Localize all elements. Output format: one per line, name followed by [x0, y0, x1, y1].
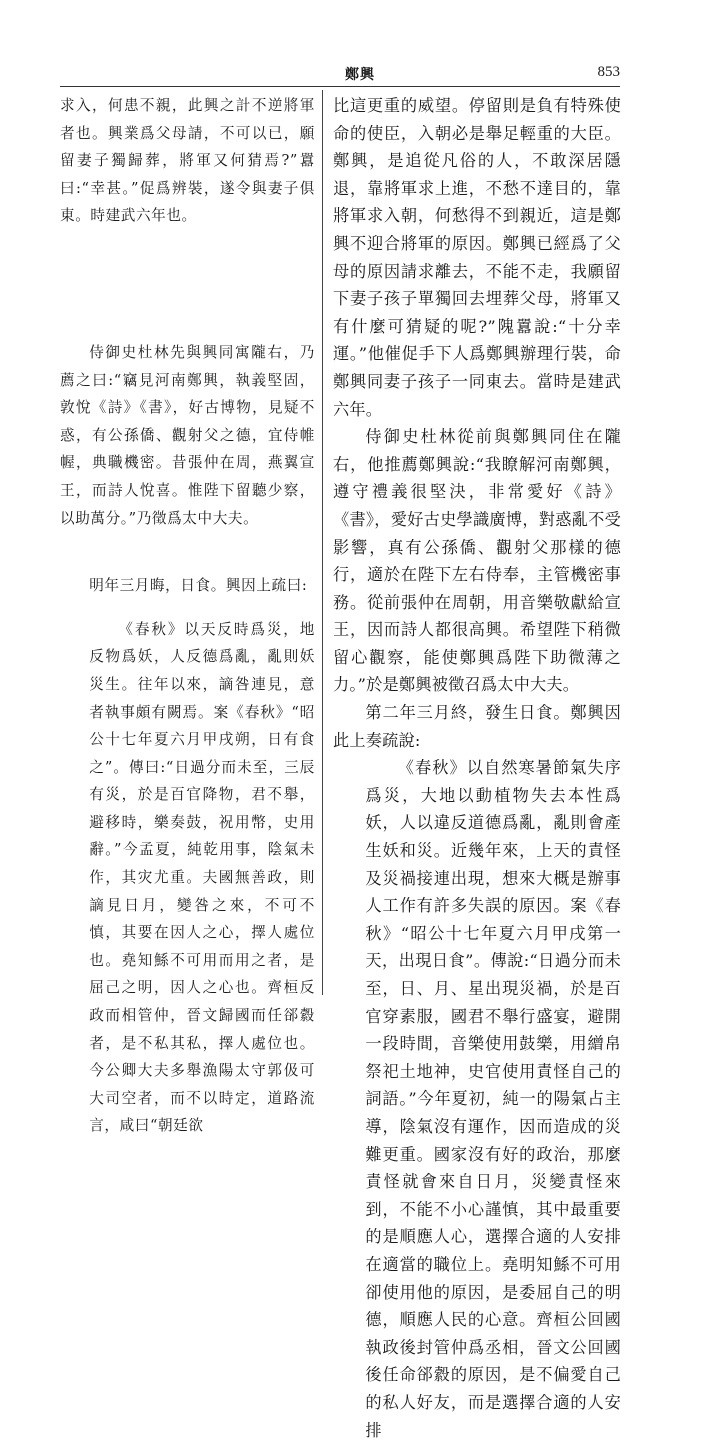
- left-paragraph-2: 侍御史杜林先與興同寓隴右，乃薦之曰:“竊見河南鄭興，執義堅固，敦悅《詩》《書》，好古博物，見疑不惑，有公孫僑、觀射父之德，宜侍帷幄，典職機密。昔張仲在周，燕翼宣王，而詩人悅喜。惟陛下留聽少察，以助萬分。”乃徵爲太中大夫。: [60, 343, 315, 527]
- right-paragraph-3: 第二年三月終，發生日食。鄭興因此上奏疏說:: [333, 703, 621, 750]
- right-paragraph-1: 比這更重的威望。停留則是負有特殊使命的使臣，入朝必是舉足輕重的大臣。鄭興，是追從凡俗的人，不敢深居隱退，靠將軍求上進，不愁不達目的，靠將軍求入朝，何愁得不到親近，這是鄭興不迎合將軍的原因。鄭興已經爲了父母的原因請求離去，不能不走，我願留下妻子孩子單獨回去埋葬父母，將軍又有什麼可猜疑的呢?”隗囂說:“十分幸運。”他催促手下人爲鄭興辦理行裝，命鄭興同妻子孩子一同東去。當時是建武六年。: [333, 96, 621, 419]
- running-title: 鄭興: [345, 67, 375, 83]
- column-divider: [322, 90, 323, 995]
- left-paragraph-1: 求入，何患不親，此興之計不逆將軍者也。興業爲父母請，不可以已，願留妻子獨歸葬，將軍又何猜焉?”囂曰:“幸甚。”促爲辨裝，遂令與妻子俱東。時建武六年也。: [60, 97, 315, 225]
- left-paragraph-3: 明年三月晦，日食。興因上疏曰:: [89, 577, 308, 595]
- spacer: [60, 600, 315, 616]
- right-column-translation: [333, 92, 621, 1440]
- page-header: [60, 64, 620, 86]
- spacer: [60, 230, 315, 339]
- right-memorial-quote: 《春秋》以自然寒暑節氣失序爲災，大地以動植物失去本性爲妖，人以違反道德爲亂，亂則會產生妖和災。近幾年來，上天的責怪及災禍接連出現，想來大概是辦事人工作有許多失誤的原因。案《春秋》“昭公十七年夏六月甲戌第一天，出現日食”。傳說:“日過分而未至，日、月、星出現災禍，於是百官穿素服，國君不舉行盛宴，避開一段時間，音樂使用鼓樂，用繒帛祭祀土地神，史官使用責怪自己的詞語。”今年夏初，純一的陽氣占主導，陰氣沒有運作，因而造成的災難更重。國家沒有好的政治，那麼責怪就會來自日月，災變責怪來到，不能不小心謹慎，其中最重要的是順應人心，選擇合適的人安排在適當的職位上。堯明知鯀不可用卻使用他的原因，是委屈自己的明德，順應人民的心意。齊桓公回國執政後封管仲爲丞相，晉文公回國後任命郤縠的原因，是不偏愛自己的私人好友，而是選擇合適的人安排: [365, 758, 621, 1440]
- left-column-classical-text: [60, 92, 315, 1135]
- right-paragraph-2: 侍御史杜林從前與鄭興同住在隴右，他推薦鄭興說:“我瞭解河南鄭興，遵守禮義很堅決，非常愛好《詩》《書》，愛好古史學識廣博，對惑亂不受影響，真有公孫僑、觀射父那樣的德行，適於在陛下左右侍奉，主管機密事務。從前張仲在周朝，用音樂敬獻給宣王，因而詩人都很高興。希望陛下稍微留心觀察，能使鄭興爲陛下助微薄之力。”於是鄭興被徵召爲太中大夫。: [333, 427, 621, 695]
- header-rule: [60, 86, 620, 87]
- page-number: 853: [597, 64, 620, 80]
- spacer: [60, 532, 315, 572]
- left-memorial-quote: 《春秋》以天反時爲災，地反物爲妖，人反德爲亂，亂則妖災生。往年以來，謫咎連見，意者執事頗有闕焉。案《春秋》“昭公十七年夏六月甲戌朔，日有食之”。傳曰:“日過分而未至，三辰有災，於是百官降物，君不舉，避移時，樂奏鼓，祝用幣，史用辭。”今孟夏，純乾用事，陰氣未作，其灾尤重。夫國無善政，則謫見日月，變咎之來，不可不慎，其要在因人之心，擇人處位也。堯知鯀不可用而用之者，是屈己之明，因人之心也。齊桓反政而相管仲，晉文歸國而任郤縠者，是不私其私，擇人處位也。今公卿大夫多舉漁陽太守郭伋可大司空者，而不以時定，道路流言，咸曰“朝廷欲: [89, 620, 315, 1135]
